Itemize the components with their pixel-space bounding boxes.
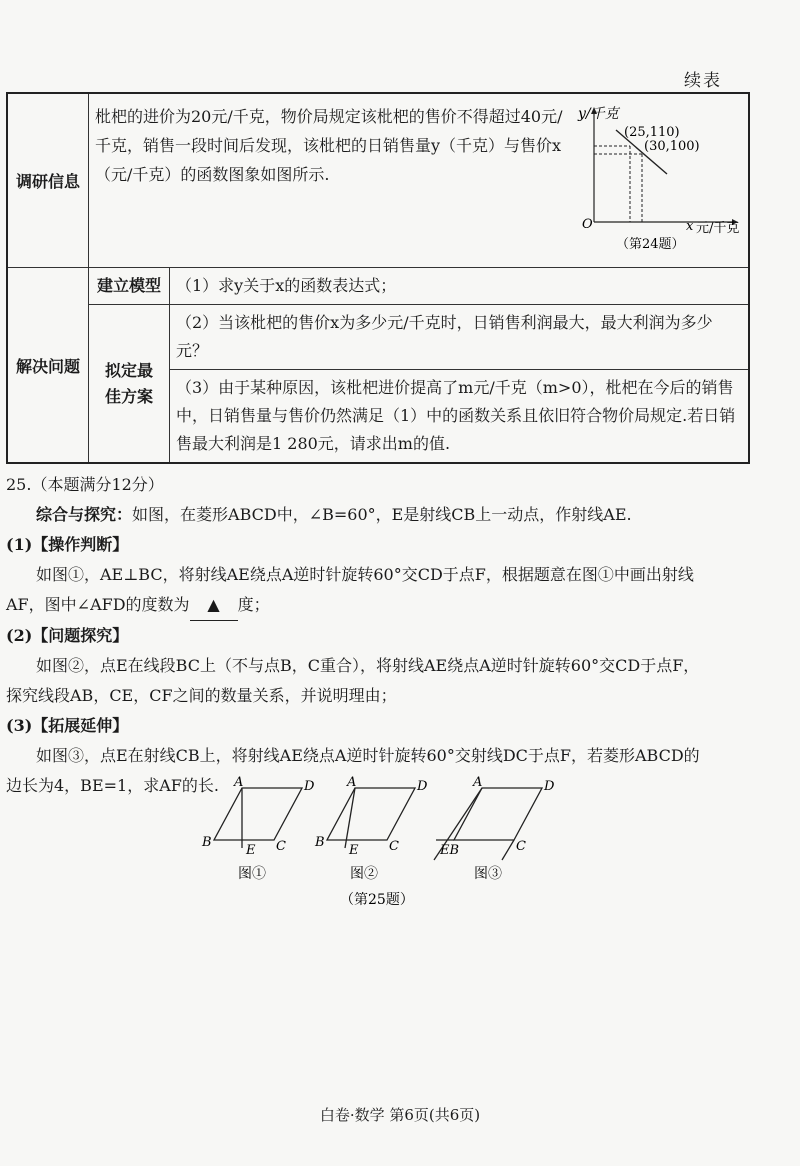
model-label: 建立模型: [89, 268, 170, 305]
page-footer: 白卷·数学 第6页(共6页): [319, 1106, 481, 1124]
graph-x-unit: 元/千克: [696, 221, 740, 236]
fig1-caption: 图①: [238, 866, 266, 882]
fig3-caption: 图③: [474, 866, 502, 882]
fig1-label-e: E: [246, 843, 256, 858]
fig2-label-a: A: [347, 775, 357, 790]
fig3-label-eb: EB: [440, 843, 460, 858]
figures-group-caption: （第25题）: [340, 892, 414, 908]
survey-category: 调研信息: [7, 93, 89, 268]
graph-point2-label: (30,100): [644, 139, 700, 154]
p25-part1-title: (1)【操作判断】: [6, 535, 129, 554]
graph-origin: O: [582, 217, 593, 232]
p25-part1-b: AF，图中∠AFD的度数为: [6, 595, 190, 614]
plan-label-line1: 拟定最: [104, 360, 153, 380]
survey-text: [89, 93, 750, 268]
fig2-caption: 图②: [350, 866, 378, 882]
fig2-label-b: B: [315, 835, 325, 850]
model-row: [7, 268, 749, 305]
p25-part1-line2: [6, 590, 751, 621]
fig1-label-a: A: [234, 775, 244, 790]
fig1-rhombus: [214, 788, 302, 840]
survey-table: [6, 92, 750, 464]
p25-part2-line2: 探究线段AB，CE，CF之间的数量关系，并说明理由；: [6, 686, 397, 705]
p25-part1-line1: 如图①，AE⊥BC，将射线AE绕点A逆时针旋转60°交CD于点F，根据题意在图①中画出射线: [36, 565, 694, 584]
p25-intro: [6, 500, 751, 530]
p25-part3-line2: 边长为4，BE=1，求AF的长.: [6, 776, 219, 795]
p25-intro-label: 综合与探究：: [36, 505, 133, 524]
q2-text: （2）当该枇杷的售价x为多少元/千克时，日销售利润最大，最大利润为多少元？: [170, 305, 750, 370]
fig3-label-a: A: [473, 775, 483, 790]
problem-25: [6, 470, 751, 801]
graph-caption: （第24题）: [616, 237, 685, 252]
figure-3: [434, 775, 555, 882]
p25-header: 25.（本题满分12分）: [6, 475, 164, 494]
fig1-label-b: B: [202, 835, 212, 850]
plan-row-q2: [7, 305, 749, 370]
p25-part2-line1: 如图②，点E在线段BC上（不与点B，C重合），将射线AE绕点A逆时针旋转60°交CD于点F，: [36, 656, 700, 675]
q3-text: （3）由于某种原因，该枇杷进价提高了m元/千克（m>0），枇杷在今后的销售中，日销售量与售价仍然满足（1）中的函数关系且依旧符合物价局规定.若日销售最大利润是1 280元，请求出m的值.: [170, 370, 750, 464]
continued-label: 续表: [684, 71, 722, 91]
fig1-label-d: D: [304, 779, 315, 794]
figure-1: [201, 775, 315, 882]
survey-row: [7, 93, 749, 268]
p25-part2-title: (2)【问题探究】: [6, 626, 129, 645]
p25-intro-text: 如图，在菱形ABCD中，∠B=60°，E是射线CB上一动点，作射线AE.: [132, 505, 632, 524]
answer-blank: ▲: [190, 590, 238, 621]
fig2-rhombus: [327, 788, 415, 840]
plan-label-line2: 佳方案: [104, 386, 153, 406]
p25-part3-line1: 如图③，点E在射线CB上，将射线AE绕点A逆时针旋转60°交射线DC于点F，若菱形ABCD的: [36, 746, 700, 765]
fig2-label-c: C: [389, 839, 399, 854]
function-graph: [572, 102, 742, 261]
p25-part3-title: (3)【拓展延伸】: [6, 716, 129, 735]
graph-x-label: x: [686, 219, 694, 234]
graph-point1-label: (25,110): [624, 125, 680, 140]
solve-category: 解决问题: [7, 268, 89, 464]
survey-description: 枇杷的进价为20元/千克，物价局规定该枇杷的售价不得超过40元/千克，销售一段时间后发现，该枇杷的日销售量y（千克）与售价x（元/千克）的函数图象如图所示.: [95, 107, 563, 184]
fig2-label-d: D: [417, 779, 428, 794]
plan-label: [89, 305, 170, 464]
figures-25: [190, 770, 570, 920]
fig3-label-d: D: [544, 779, 555, 794]
fig1-label-c: C: [276, 839, 286, 854]
figure-2: [314, 775, 428, 882]
fig3-rhombus: [454, 788, 542, 840]
graph-y-label: y/千克: [578, 106, 619, 122]
p25-part1-c: 度；: [237, 595, 270, 614]
model-text: （1）求y关于x的函数表达式；: [170, 268, 750, 305]
graph-svg: [572, 102, 742, 252]
fig3-ray-dc: [502, 840, 514, 860]
fig3-label-c: C: [516, 839, 526, 854]
fig2-label-e: E: [349, 843, 359, 858]
